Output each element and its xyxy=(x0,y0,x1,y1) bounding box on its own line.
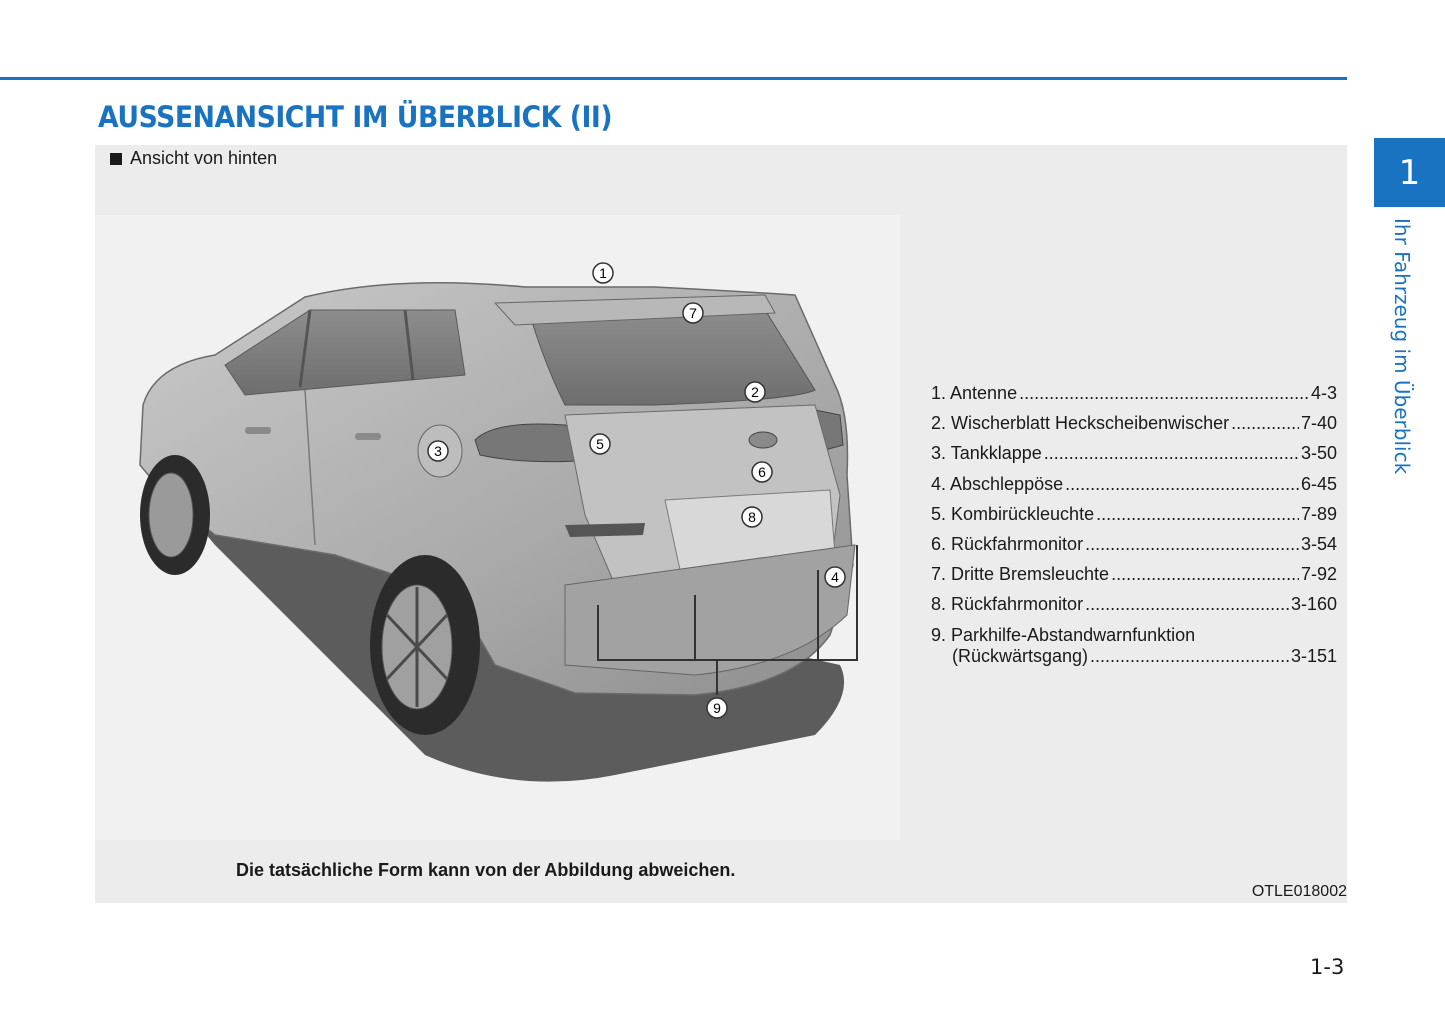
callout-5 xyxy=(590,434,610,454)
door-handle xyxy=(245,427,271,434)
square-bullet-icon xyxy=(110,153,122,165)
rear-reflector xyxy=(565,523,645,537)
svg-text:1: 1 xyxy=(599,265,607,281)
callout-6 xyxy=(752,462,772,482)
brand-logo xyxy=(749,432,777,448)
callout-4 xyxy=(825,567,845,587)
image-code: OTLE018002 xyxy=(1251,883,1347,900)
door-handle xyxy=(355,433,381,440)
chapter-number: 1 xyxy=(1398,152,1421,193)
illustration-panel xyxy=(95,145,1347,903)
svg-text:2: 2 xyxy=(751,384,759,400)
legend-item: 4. Abschleppöse ..... 6-45 xyxy=(931,474,1337,504)
svg-text:8: 8 xyxy=(748,509,756,525)
legend-item: 6. Rückfahrmonitor ..... 3-54 xyxy=(931,534,1337,564)
svg-text:6: 6 xyxy=(758,464,766,480)
svg-text:3: 3 xyxy=(434,443,442,459)
legend-item: 2. Wischerblatt Heckscheibenwischer ..... 7-40 xyxy=(931,413,1337,443)
car-rear-illustration xyxy=(95,215,900,840)
top-rule xyxy=(0,77,1347,80)
legend-item: 1. Antenne ..... 4-3 xyxy=(931,383,1337,413)
front-rim xyxy=(149,473,193,557)
legend-item: 9. Parkhilfe-Abstandwarnfunktion (Rückwärtsgang) ..... 3-151 xyxy=(931,625,1337,667)
svg-text:7: 7 xyxy=(689,305,697,321)
svg-text:9: 9 xyxy=(713,700,721,716)
callout-9 xyxy=(707,698,727,718)
callout-8 xyxy=(742,507,762,527)
legend-item: 5. Kombirückleuchte ..... 7-89 xyxy=(931,504,1337,534)
panel-label-text: Ansicht von hinten xyxy=(130,148,278,168)
legend-item: 8. Rückfahrmonitor ..... 3-160 xyxy=(931,594,1337,624)
callout-3 xyxy=(428,441,448,461)
callout-2 xyxy=(745,382,765,402)
chapter-title: Ihr Fahrzeug im Überblick xyxy=(1390,218,1414,475)
legend-item: 7. Dritte Bremsleuchte ..... 7-92 xyxy=(931,564,1337,594)
svg-text:5: 5 xyxy=(596,436,604,452)
page-title: AUSSENANSICHT IM ÜBERBLICK (II) xyxy=(98,100,613,134)
callout-7 xyxy=(683,303,703,323)
panel-label xyxy=(110,148,277,169)
chapter-tab xyxy=(1374,138,1445,207)
callout-1 xyxy=(593,263,613,283)
svg-text:4: 4 xyxy=(831,569,839,585)
legend-item: 3. Tankklappe ..... 3-50 xyxy=(931,443,1337,473)
parts-legend xyxy=(931,383,1337,667)
car-drawing xyxy=(95,215,900,840)
disclaimer-text: Die tatsächliche Form kann von der Abbildung abweichen. xyxy=(236,860,736,880)
rear-window xyxy=(530,310,815,405)
page-number: 1-3 xyxy=(1310,955,1345,979)
